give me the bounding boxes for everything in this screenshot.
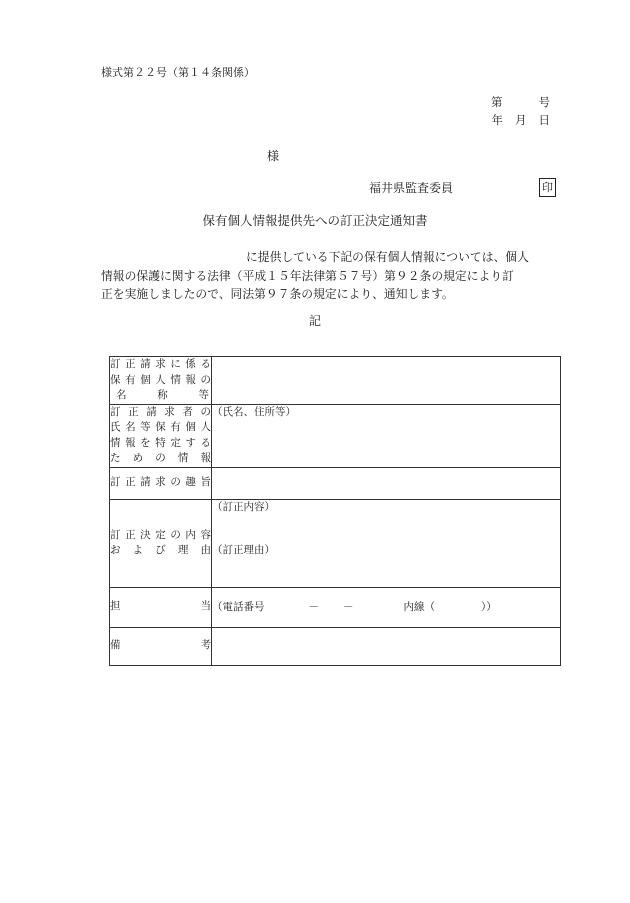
phone-label: （電話番号 [212,600,265,613]
reference-date [492,115,551,127]
seal-stamp: 印 [539,178,556,197]
requester-hint: （氏名、住所等） [212,405,296,418]
sender-name: 福井県監査委員 [369,181,454,195]
date-month: 月 [515,113,527,127]
ki-heading: 記 [308,314,321,328]
table-row-requester [110,404,561,467]
ref-number-suffix: 号 [538,95,550,109]
value-request-purpose[interactable] [212,467,561,499]
label-remarks: 備 考 [110,627,212,665]
body-line-2: 情報の保護に関する法律（平成１５年法律第５７号）第９２条の規定により訂 [101,268,514,283]
phone-line [212,600,560,615]
label-requester: 訂 正 請 求 者 の 氏 名 等 保 有 個 人 情 報 を 特 定 す る た め の 情 報 [110,404,212,467]
label-item-name: 訂 正 請 求 に 係 る 保 有 個 人 情 報 の 名 称 等 [110,357,212,405]
label-decision: 訂 正 決 定 の 内 容 お よ び 理 由 [110,499,212,587]
table-row-request-purpose [110,467,561,499]
form-number: 様式第２２号（第１４条関係） [101,66,255,79]
phone-dash-2: － [343,600,354,613]
document-title: 保有個人情報提供先への訂正決定通知書 [202,213,428,228]
table-row-decision [110,499,561,587]
table-row-remarks [110,627,561,665]
body-line-1: に提供している下記の保有個人情報については、個人 [246,250,529,264]
body-line-3: 正を実施しましたので、同法第９７条の規定により、通知します。 [101,287,454,301]
ref-number-prefix: 第 [491,95,503,109]
value-remarks[interactable] [212,627,561,665]
value-requester[interactable] [212,404,561,467]
phone-dash-1: － [308,600,319,613]
decision-reason-hint: （訂正理由） [212,543,275,556]
decision-content-hint: （訂正内容） [212,500,275,513]
table-row-contact [110,587,561,627]
label-contact: 担 当 [110,587,212,627]
table-row-item-name [110,357,561,405]
reference-number [491,97,550,109]
extension-label: 内線（ [403,600,435,613]
addressee: 様 [267,149,280,163]
notice-body [101,248,561,304]
extension-close: ）） [481,600,497,613]
value-contact[interactable] [212,587,561,627]
value-decision[interactable] [212,499,561,587]
date-day: 日 [538,113,550,127]
label-request-purpose: 訂 正 請 求 の 趣 旨 [110,467,212,499]
value-item-name[interactable] [212,357,561,405]
date-year: 年 [491,113,503,127]
notice-table [109,356,561,666]
